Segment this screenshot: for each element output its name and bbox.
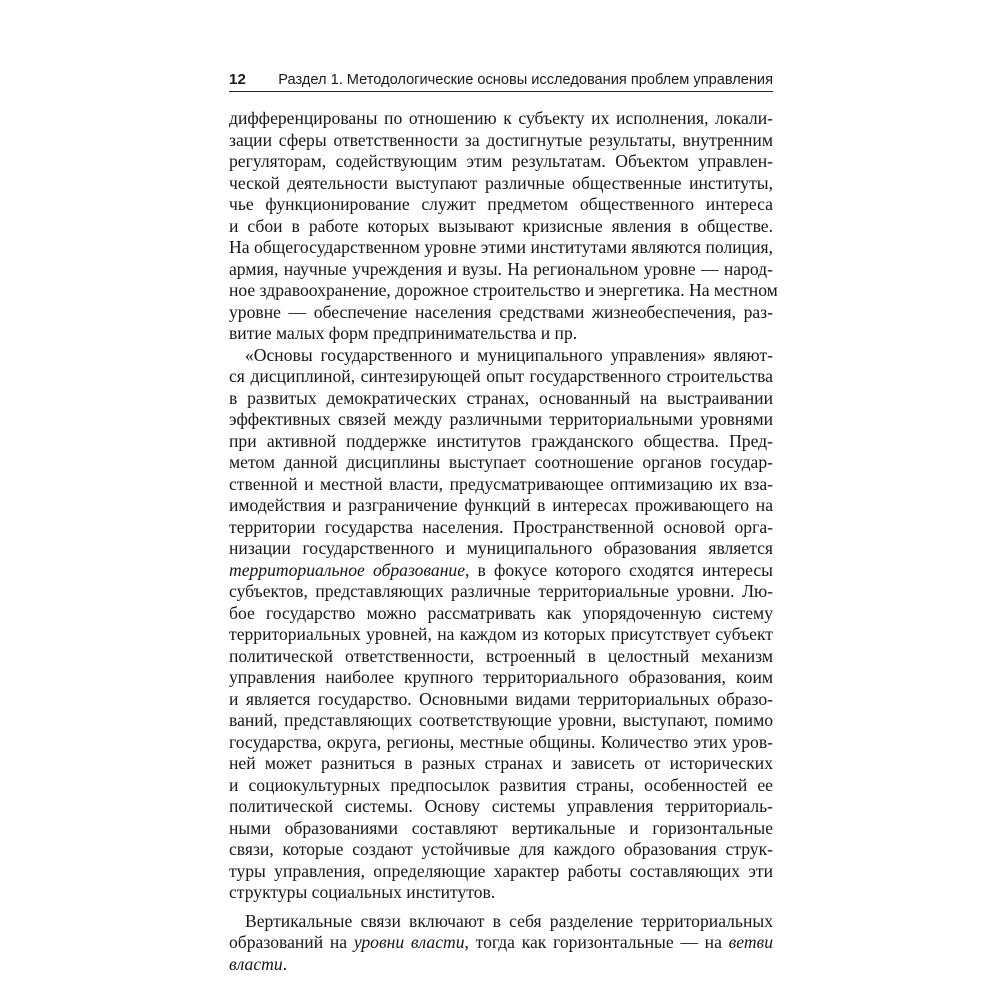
text-line: туры управления, определяющие характер работы составляющих эти	[229, 860, 773, 881]
text-line	[229, 560, 773, 582]
text-line	[229, 932, 773, 954]
text-line: ней может разниться в разных странах и зависеть от исторических	[229, 753, 773, 773]
text-line: ное здравоохранение, дорожное строительство и энергетика. На местном	[229, 280, 778, 300]
paragraph-3	[229, 911, 773, 976]
text-line: политической системы. Основу системы управления территориаль-	[229, 796, 773, 816]
text-span: , тогда как горизонтальные — на	[464, 932, 729, 952]
text-line: чье функционирование служит предметом общественного интереса	[229, 194, 773, 214]
text-line: ческой деятельности выступают различные общественные институты,	[229, 172, 773, 193]
text-line: ся дисциплиной, синтезирующей опыт государственного строительства	[229, 366, 773, 386]
text-line: имодействия и разграничение функций в интересах проживающего на	[229, 495, 773, 515]
text-line: регуляторам, содействующим этим результатам. Объектом управлен-	[229, 151, 773, 171]
text-line: эффективных связей между различными территориальными уровнями	[229, 409, 773, 429]
section-title: Раздел 1. Методологические основы исследования проблем управления	[278, 72, 773, 88]
running-header	[229, 60, 773, 92]
text-line: территории государства населения. Пространственной основой орга-	[229, 516, 773, 537]
book-page	[229, 60, 778, 975]
paragraph-2	[229, 345, 773, 904]
italic-term-territorial-formation: территориальное образование	[229, 559, 466, 580]
text-line: субъектов, представляющих различные территориальные уровни. Лю-	[229, 581, 773, 601]
text-line: витие малых форм предпринимательства и пр.	[229, 323, 578, 343]
text-line: территориальных уровней, на каждом из которых присутствует субъект	[229, 624, 773, 644]
text-line: ваний, представляющих соответствующие уровни, выступают, помимо	[229, 710, 773, 730]
text-line: связи, которые создают устойчивые для каждого образования струк-	[229, 839, 773, 859]
text-line: низации государственного и муниципального образования является	[229, 538, 773, 558]
italic-term-levels-of-power: уровни власти	[353, 932, 465, 952]
text-line: в развитых демократических странах, основанный на выстраивании	[229, 387, 773, 408]
text-line: государства, округа, регионы, местные общины. Количество этих уров-	[229, 731, 773, 752]
text-line: политической ответственности, встроенный в целостный механизм	[229, 645, 773, 666]
page-number: 12	[229, 71, 247, 88]
text-line: метом данной дисциплины выступает соотношение органов государ-	[229, 452, 773, 472]
text-line: ственной и местной власти, предусматривающее оптимизацию их вза-	[229, 473, 773, 494]
text-line: и социокультурных предпосылок развития страны, особенностей ее	[229, 774, 773, 795]
text-line: уровне — обеспечение населения средствами жизнеобеспечения, раз-	[229, 301, 773, 322]
text-line: при активной поддержке институтов гражданского общества. Пред-	[229, 430, 773, 451]
italic-term-power: власти	[229, 953, 283, 974]
text-line: управления наиболее крупного территориального образования, коим	[229, 667, 773, 687]
text-line	[229, 954, 773, 976]
text-line: и является государство. Основными видами территориальных образо-	[229, 688, 773, 709]
text-line: и сбои в работе которых вызывают кризисные явления в обществе.	[229, 215, 773, 236]
text-span: .	[282, 953, 288, 974]
text-span: , в фокусе которого сходятся интересы	[465, 559, 773, 580]
text-line: На общегосударственном уровне этими институтами являются полиция,	[229, 237, 773, 257]
body-text	[229, 108, 778, 975]
text-line: бое государство можно рассматривать как упорядоченную систему	[229, 602, 773, 623]
paragraph-1	[229, 108, 778, 345]
text-line: армия, научные учреждения и вузы. На региональном уровне — народ-	[229, 258, 773, 279]
text-line: ными образованиями составляют вертикальные и горизонтальные	[229, 817, 773, 838]
text-line: дифференцированы по отношению к субъекту их исполнения, локали-	[229, 108, 773, 128]
text-line: «Основы государственного и муниципального управления» являют-	[245, 344, 773, 365]
text-line: Вертикальные связи включают в себя разделение территориальных	[245, 910, 773, 931]
text-span: образований на	[229, 932, 354, 952]
text-line: зации сферы ответственности за достигнутые результаты, внутренним	[229, 129, 773, 150]
italic-term-branches: ветви	[728, 932, 773, 952]
text-line: структуры социальных институтов.	[229, 882, 496, 902]
